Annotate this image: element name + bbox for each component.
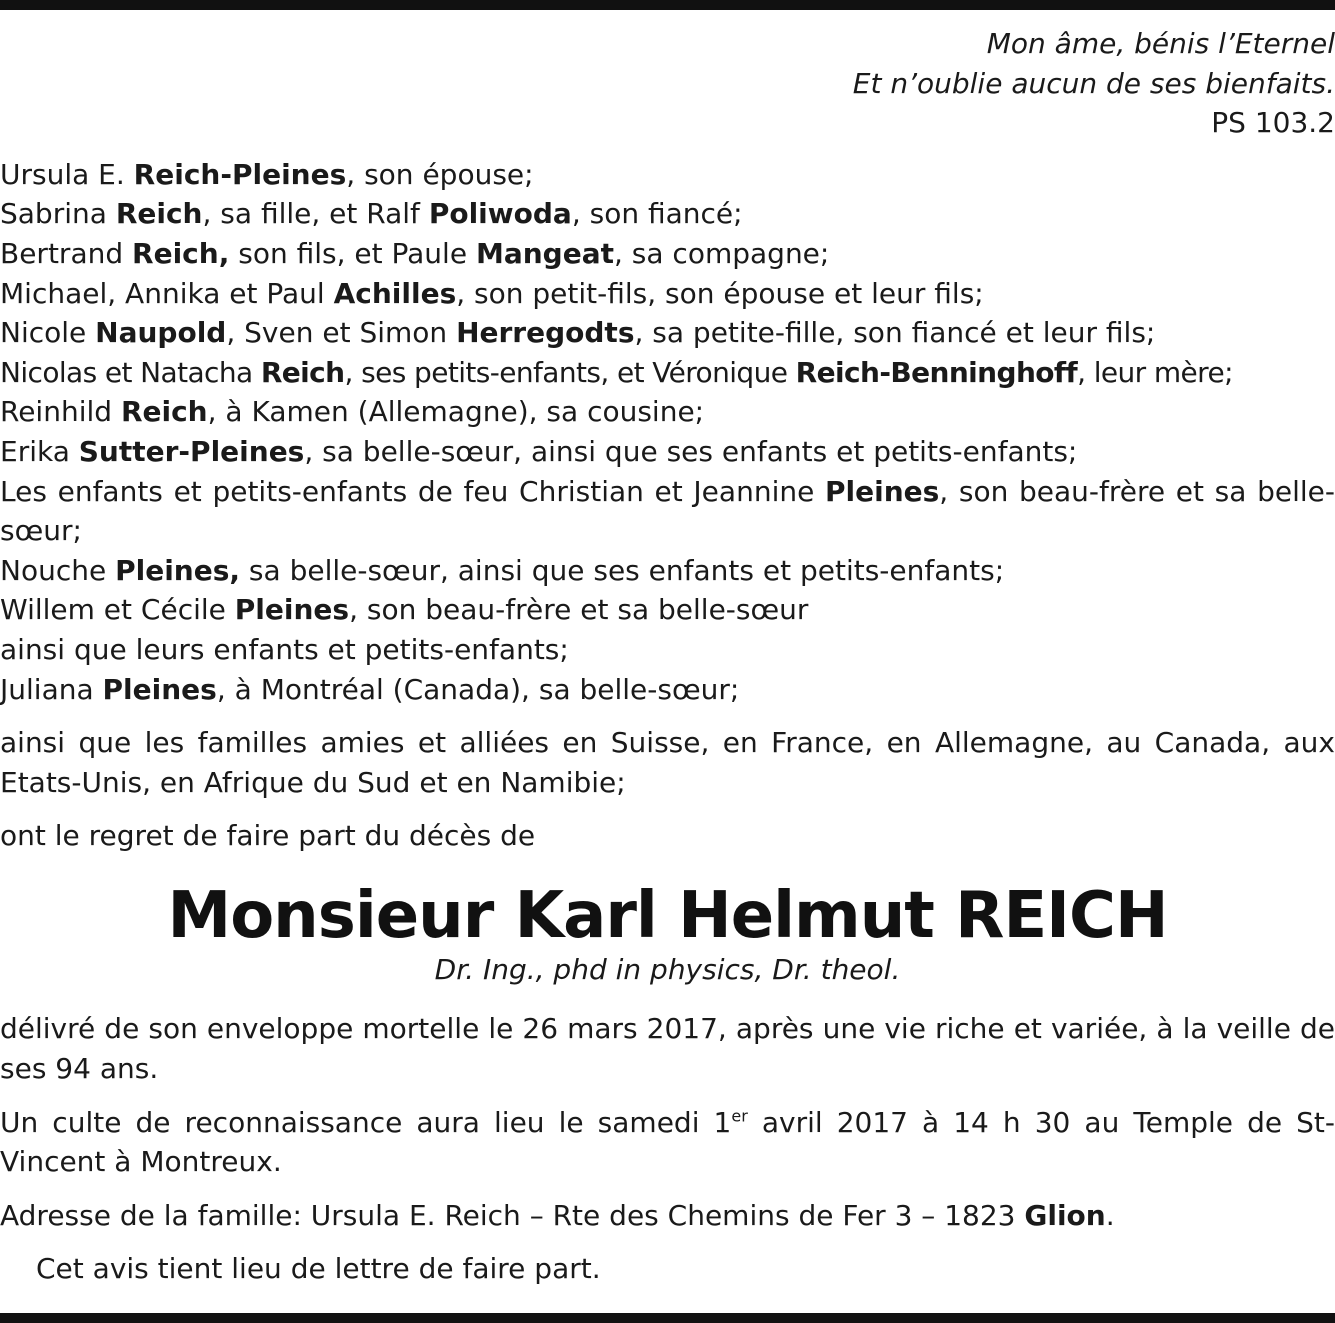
verse-line-2: Et n’oublie aucun de ses bienfaits.	[852, 66, 1335, 100]
death-paragraph: délivré de son enveloppe mortelle le 26 mars 2017, après une vie riche et variée, à la veille de ses 94 ans.	[0, 1012, 1335, 1086]
death-notice	[0, 24, 1335, 1289]
family-line: Ursula E. Reich-Pleines, son épouse;	[0, 157, 534, 191]
family-list	[0, 155, 1335, 709]
family-line: Michael, Annika et Paul Achilles, son petit-fils, son épouse et leur fils;	[0, 276, 984, 310]
family-line: Sabrina Reich, sa fille, et Ralf Poliwoda, son fiancé;	[0, 197, 743, 231]
family-line: Bertrand Reich, son fils, et Paule Mangeat, sa compagne;	[0, 236, 830, 270]
family-line: Nicole Naupold, Sven et Simon Herregodts, sa petite-fille, son fiancé et leur fils;	[0, 316, 1156, 350]
service-paragraph: Un culte de reconnaissance aura lieu le samedi 1er avril 2017 à 14 h 30 au Temple de St-Vincent à Montreux.	[0, 1105, 1335, 1179]
bottom-rule	[0, 1313, 1335, 1323]
family-line: Willem et Cécile Pleines, son beau-frère et sa belle-sœur	[0, 593, 809, 627]
family-address: Adresse de la famille: Ursula E. Reich – Rte des Chemins de Fer 3 – 1823 Glion.	[0, 1198, 1115, 1232]
top-rule	[0, 0, 1335, 10]
verse-reference: PS 103.2	[1211, 106, 1335, 140]
family-line: Juliana Pleines, à Montréal (Canada), sa belle-sœur;	[0, 672, 740, 706]
bible-verse	[0, 24, 1335, 143]
family-line: Nicolas et Natacha Reich, ses petits-enfants, et Véronique Reich-Benninghoff, leur mère;	[0, 355, 1233, 389]
family-line: ainsi que leurs enfants et petits-enfants;	[0, 632, 569, 666]
family-line: Les enfants et petits-enfants de feu Christian et Jeannine Pleines, son beau-frère et sa belle-sœur;	[0, 474, 1335, 548]
family-line: Nouche Pleines, sa belle-sœur, ainsi que ses enfants et petits-enfants;	[0, 553, 1005, 587]
deceased-titles: Dr. Ing., phd in physics, Dr. theol.	[434, 952, 901, 986]
family-line: Reinhild Reich, à Kamen (Allemagne), sa cousine;	[0, 395, 705, 429]
friends-paragraph: ainsi que les familles amies et alliées en Suisse, en France, en Allemagne, au Canada, aux Etats-Unis, en Afrique du Sud et en Namibie;	[0, 726, 1335, 799]
deceased-name: Monsieur Karl Helmut REICH	[167, 878, 1168, 953]
regret-line: ont le regret de faire part du décès de	[0, 819, 536, 853]
closing-line: Cet avis tient lieu de lettre de faire part.	[36, 1252, 601, 1286]
family-line: Erika Sutter-Pleines, sa belle-sœur, ainsi que ses enfants et petits-enfants;	[0, 434, 1078, 468]
verse-line-1: Mon âme, bénis l’Eternel	[986, 27, 1335, 60]
